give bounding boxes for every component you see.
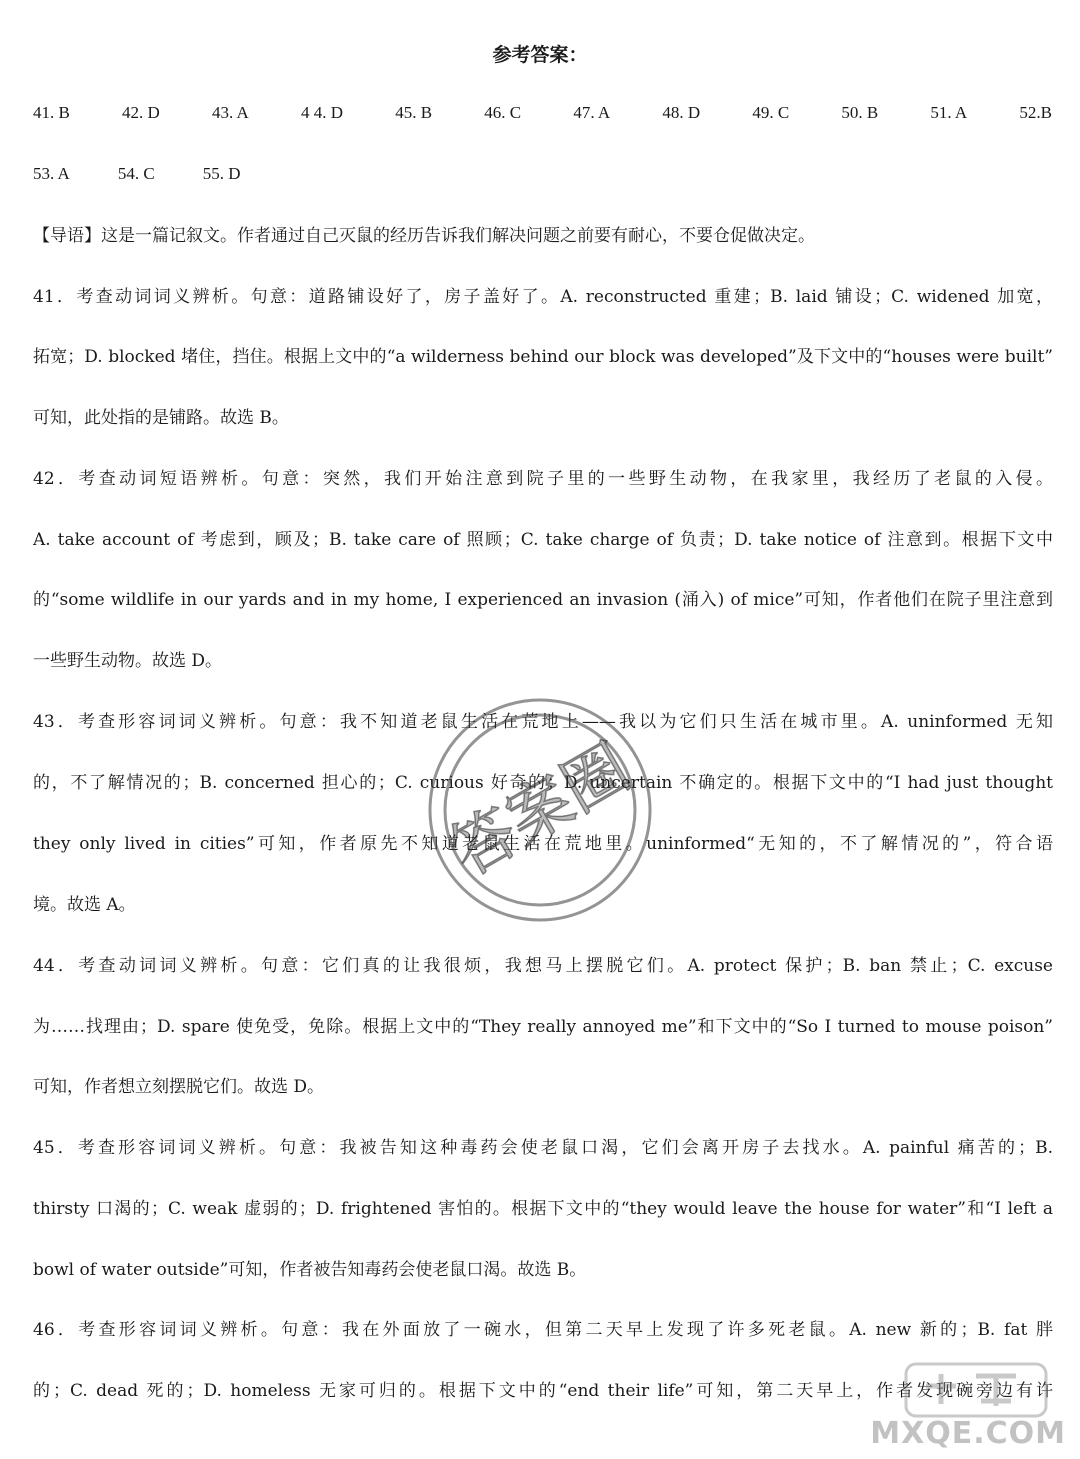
explanation-line: 的“some wildlife in our yards and in my home, I experienced an invasion (涌入) of mice”可知，作者他们在院子里注意到	[33, 590, 1053, 610]
page-title: 参考答案：	[492, 44, 588, 66]
explanation-line: they only lived in cities”可知，作者原先不知道老鼠生活在荒地里。uninformed“无知的，不了解情况的”，符合语	[33, 834, 1053, 854]
explanation-line: 可知，此处指的是铺路。故选 B。	[33, 408, 289, 428]
explanation-line: 境。故选 A。	[33, 895, 136, 915]
answer-item: 42. D	[122, 103, 160, 122]
explanation-line: 为……找理由；D. spare 使免受，免除。根据上文中的“They really annoyed me”和下文中的“So I turned to mouse poison”	[33, 1017, 1053, 1037]
answer-item: 55. D	[202, 164, 241, 183]
answer-item: 53. A	[33, 164, 70, 183]
explanation-line: 41．考查动词词义辨析。句意：道路铺设好了，房子盖好了。A. reconstructed 重建；B. laid 铺设；C. widened 加宽，	[33, 287, 1053, 307]
answer-item: 45. B	[395, 103, 433, 122]
answer-item: 43. A	[212, 103, 249, 122]
explanation-line: 可知，作者想立刻摆脱它们。故选 D。	[33, 1077, 325, 1097]
explanation-line: 一些野生动物。故选 D。	[33, 651, 223, 671]
answer-item: 50. B	[841, 103, 879, 122]
explanation-line: 拓宽；D. blocked 堵住，挡住。根据上文中的“a wilderness behind our block was developed”及下文中的“houses were built”	[33, 347, 1053, 367]
explanation-line: 【导语】这是一篇记叙文。作者通过自己灭鼠的经历告诉我们解决问题之前要有耐心，不要仓促做决定。	[33, 226, 815, 246]
answer-item: 49. C	[752, 103, 790, 122]
svg-text:答案圈: 答案圈	[438, 730, 643, 891]
explanation-line: 的；C. dead 死的；D. homeless 无家可归的。根据下文中的“end their life”可知，第二天早上，作者发现碗旁边有许	[33, 1381, 1053, 1401]
site-logo-text: MXQE.COM	[870, 1416, 1066, 1451]
answer-item: 46. C	[484, 103, 522, 122]
answer-item: 54. C	[117, 164, 155, 183]
explanation-line: 45．考查形容词词义辨析。句意：我被告知这种毒药会使老鼠口渴，它们会离开房子去找水。A. painful 痛苦的；B.	[33, 1138, 1053, 1158]
answer-item: 41. B	[33, 103, 70, 122]
answer-item: 48. D	[662, 103, 701, 122]
site-logo	[870, 1356, 1066, 1451]
answer-item: 47. A	[573, 103, 611, 122]
answer-item: 51. A	[930, 103, 968, 122]
explanation-line: thirsty 口渴的；C. weak 虚弱的；D. frightened 害怕的。根据下文中的“they would leave the house for water”和“I left a	[33, 1199, 1053, 1219]
explanation-line: 44．考查动词词义辨析。句意：它们真的让我很烦，我想马上摆脱它们。A. protect 保护；B. ban 禁止；C. excuse	[33, 956, 1053, 976]
answer-item: 52.B	[1019, 103, 1052, 122]
answers-row-1	[33, 103, 1052, 131]
explanation-line: 43．考查形容词词义辨析。句意：我不知道老鼠生活在荒地上——我以为它们只生活在城市里。A. uninformed 无知	[33, 712, 1053, 732]
answers-row-2	[33, 164, 240, 192]
answer-item: 4 4. D	[301, 103, 344, 122]
explanation-line: A. take account of 考虑到，顾及；B. take care of 照顾；C. take charge of 负责；D. take notice of 注意到。根据下文中	[33, 530, 1053, 550]
explanation-line: 42．考查动词短语辨析。句意：突然，我们开始注意到院子里的一些野生动物，在我家里，我经历了老鼠的入侵。	[33, 469, 1053, 489]
explanation-line: 的，不了解情况的；B. concerned 担心的；C. curious 好奇的；D. uncertain 不确定的。根据下文中的“I had just thought	[33, 773, 1053, 793]
explanation-line: 46．考查形容词词义辨析。句意：我在外面放了一碗水，但第二天早上发现了许多死老鼠。A. new 新的；B. fat 胖	[33, 1320, 1053, 1340]
explanation-line: bowl of water outside”可知，作者被告知毒药会使老鼠口渴。故选 B。	[33, 1260, 587, 1280]
